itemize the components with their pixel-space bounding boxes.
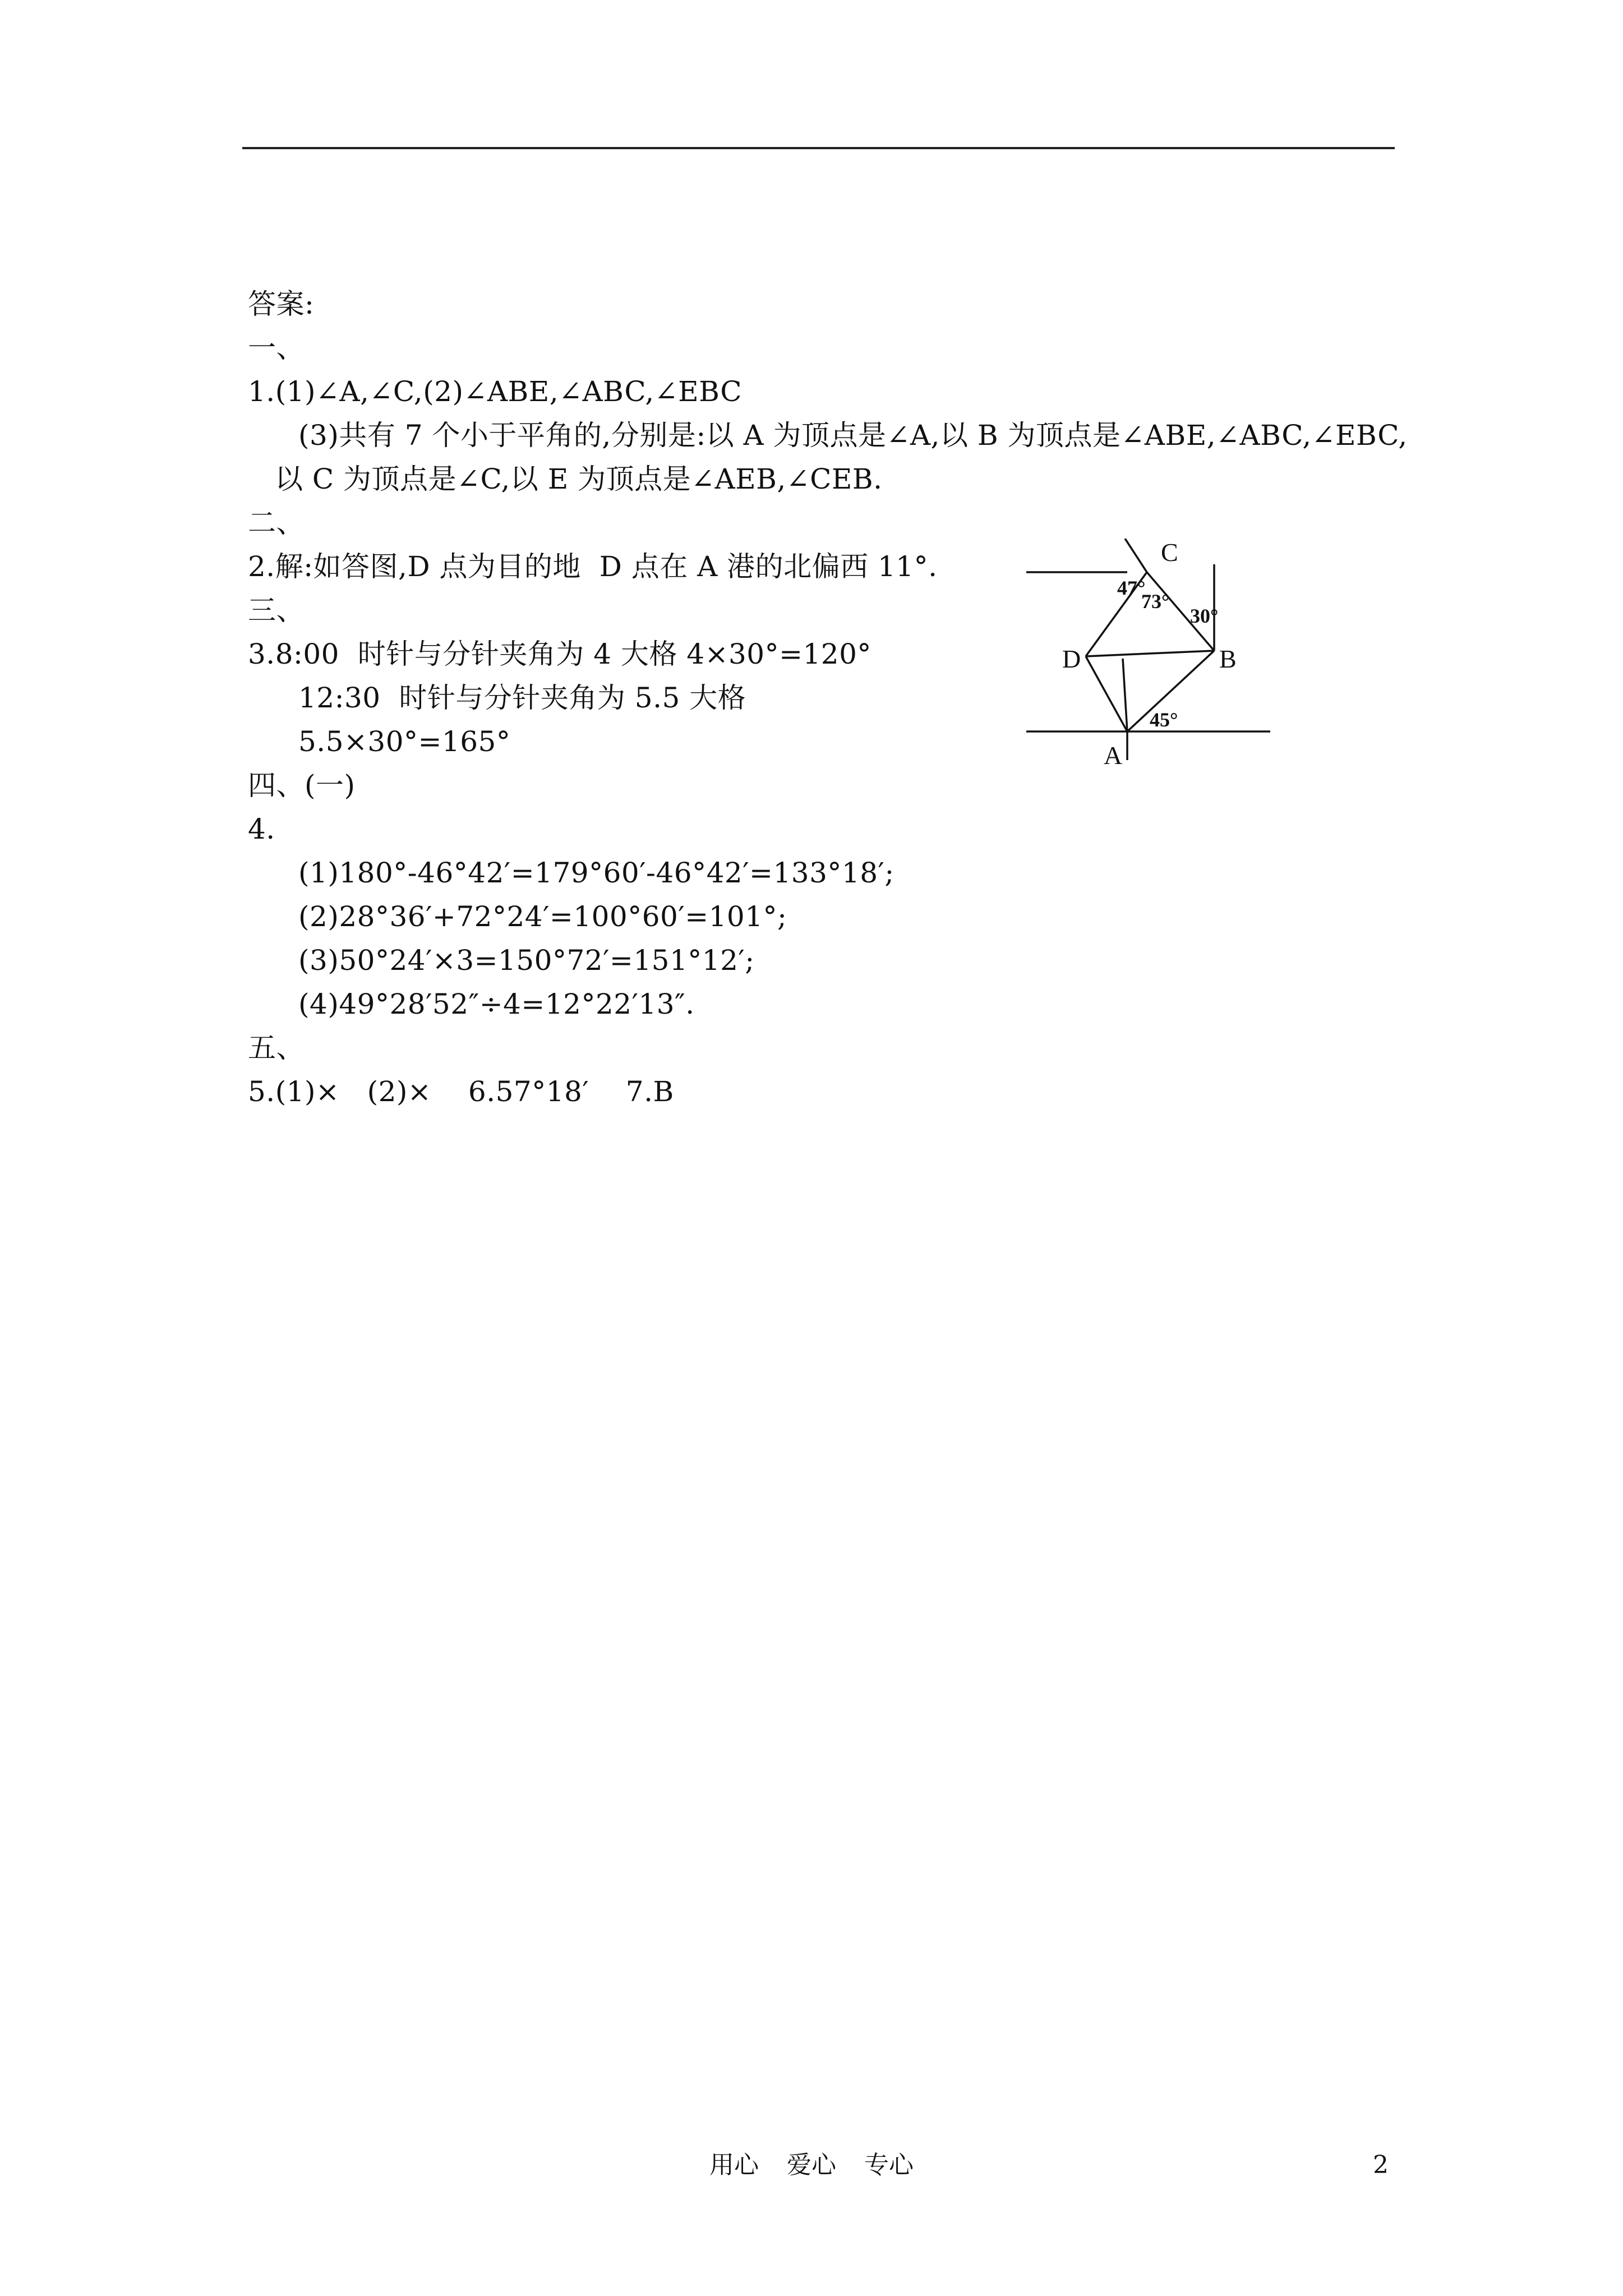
header-rule [242,147,1395,149]
point-a-label: A [1104,741,1123,770]
angle-30-label: 30° [1190,605,1219,627]
section-5-heading: 五、 [248,1032,305,1064]
q4-part-2: (2)28°36′+72°24′=100°60′=101°; [298,900,787,933]
section-4-heading: 四、(一) [248,769,356,802]
q4-number: 4. [248,813,275,845]
section-2-heading: 二、 [248,507,305,539]
footer-motto: 用心 爱心 专心 [709,2151,914,2179]
q2-line: 2.解:如答图,D 点为目的地 D 点在 A 港的北偏西 11°. [248,550,938,583]
q5-7-line: 5.(1)× (2)× 6.57°18′ 7.B [248,1075,674,1108]
direction-diagram [1026,539,1279,774]
angle-47-label: 47° [1117,577,1146,599]
line-c-extension [1125,539,1147,572]
page-number: 2 [1373,2151,1389,2179]
point-d-label: D [1062,645,1081,673]
line-a-vertical [1123,659,1127,731]
point-c-label: C [1161,539,1178,567]
q1-line-2: (3)共有 7 个小于平角的,分别是:以 A 为顶点是∠A,以 B 为顶点是∠ABE,∠ABC,∠EBC, [298,419,1408,452]
q4-part-1: (1)180°-46°42′=179°60′-46°42′=133°18′; [298,857,895,889]
point-b-label: B [1219,645,1237,673]
section-3-heading: 三、 [248,594,305,627]
q4-part-3: (3)50°24′×3=150°72′=151°12′; [298,944,755,977]
q1-line-3: 以 C 为顶点是∠C,以 E 为顶点是∠AEB,∠CEB. [275,463,883,495]
q3-line-3: 5.5×30°=165° [298,725,511,758]
line-d-b [1086,651,1214,656]
section-1-heading: 一、 [248,332,305,364]
angle-45-label: 45° [1150,708,1178,731]
q3-line-1: 3.8:00 时针与分针夹角为 4 大格 4×30°=120° [248,638,872,670]
q3-line-2: 12:30 时针与分针夹角为 5.5 大格 [298,682,746,714]
q4-part-4: (4)49°28′52″÷4=12°22′13″. [298,988,695,1020]
line-d-a [1086,656,1127,731]
q1-line-1: 1.(1)∠A,∠C,(2)∠ABE,∠ABC,∠EBC [248,375,743,408]
angle-73-label: 73° [1141,590,1170,613]
answers-title: 答案: [248,288,315,320]
